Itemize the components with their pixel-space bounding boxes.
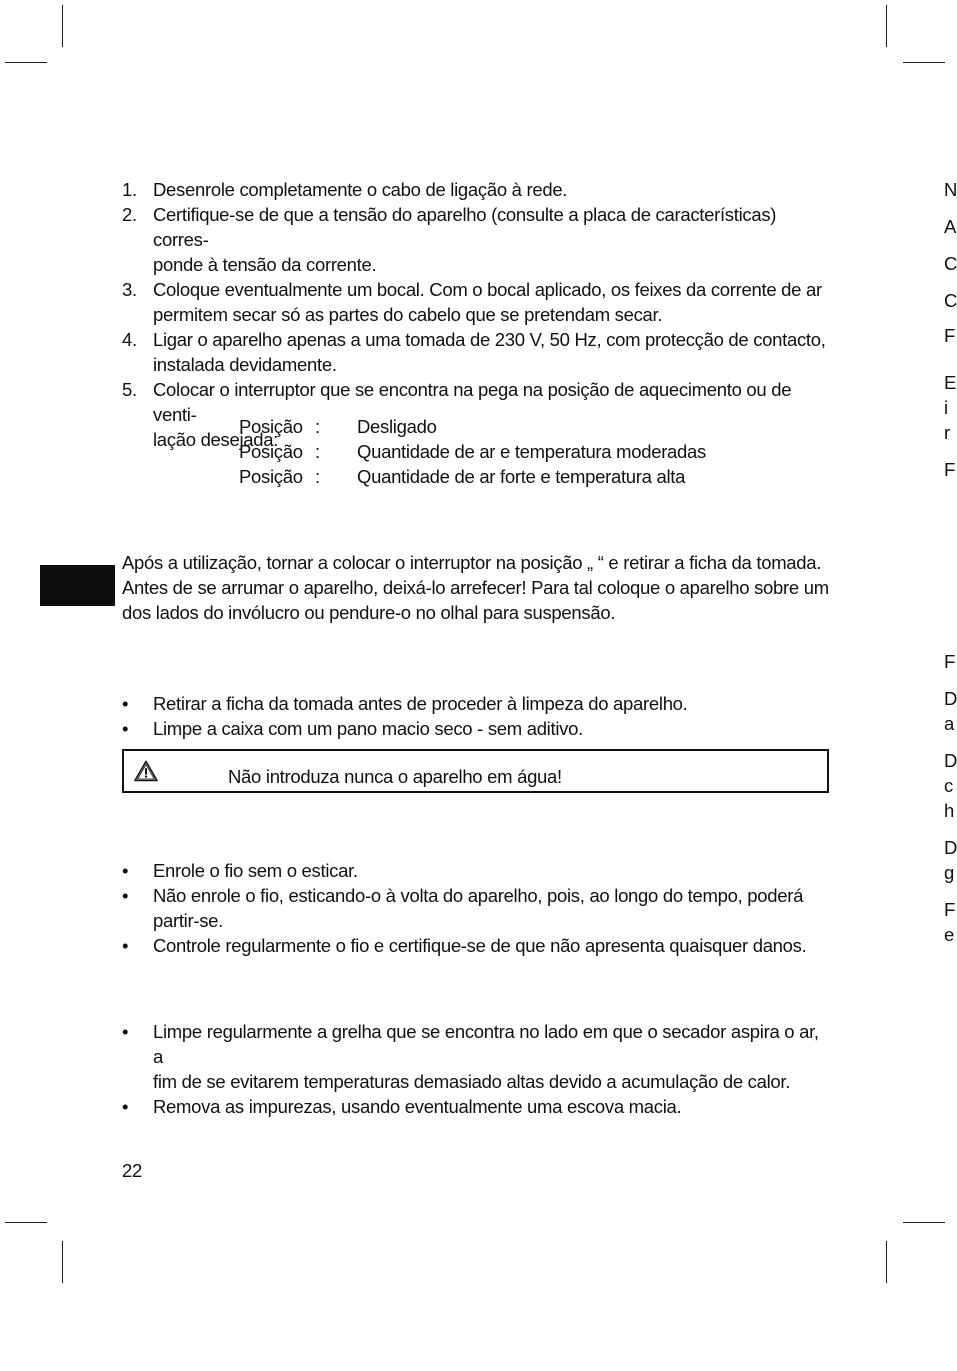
edge-letter: a <box>944 713 954 734</box>
edge-letter: r <box>944 422 950 443</box>
edge-letter: h <box>944 800 954 821</box>
edge-letter: C <box>944 253 957 274</box>
crop-mark-bottom-right-horizontal <box>903 1222 945 1223</box>
position-colon: : <box>315 441 320 462</box>
list-item-line: Limpe a caixa com um pano macio seco - sem aditivo. <box>153 718 583 739</box>
list-item-line: Limpe regularmente a grelha que se encontra no lado em que o secador aspira o ar, a <box>153 1021 819 1067</box>
step-text-line: Ligar o aparelho apenas a uma tomada de 230 V, 50 Hz, com protecção de contacto, <box>153 329 826 350</box>
warning-box <box>122 749 829 793</box>
edge-letter: i <box>944 397 948 418</box>
step-text-line: permitem secar só as partes do cabelo que se pretendam secar. <box>153 304 663 325</box>
step-text-line: Desenrole completamente o cabo de ligação à rede. <box>153 179 568 200</box>
step-text-line: Certifique-se de que a tensão do aparelho (consulte a placa de características) corres- <box>153 204 777 250</box>
cleaning-list <box>122 691 832 741</box>
step-number: 3. <box>122 279 137 300</box>
paragraph-line: dos lados do invólucro ou pendure-o no olhal para suspensão. <box>122 602 616 623</box>
edge-letter: D <box>944 837 957 858</box>
edge-letter: F <box>944 651 956 672</box>
position-label: Posição <box>239 441 303 462</box>
paragraph-line: Antes de se arrumar o aparelho, deixá-lo arrefecer! Para tal coloque o aparelho sobre um <box>122 577 829 598</box>
step-text-line: instalada devidamente. <box>153 354 337 375</box>
edge-letter: g <box>944 862 954 883</box>
warning-text: Não introduza nunca o aparelho em água! <box>228 766 562 787</box>
list-item-line: fim de se evitarem temperaturas demasiado altas devido a acumulação de calor. <box>153 1071 791 1092</box>
bullet: • <box>122 693 129 714</box>
step-item <box>122 327 832 377</box>
crop-mark-top-left-horizontal <box>5 62 47 63</box>
list-item-line: Enrole o fio sem o esticar. <box>153 860 358 881</box>
edge-letter: D <box>944 750 957 771</box>
list-item <box>122 1094 832 1119</box>
crop-mark-bottom-left-vertical <box>62 1241 63 1283</box>
step-number: 5. <box>122 379 137 400</box>
list-item <box>122 691 832 716</box>
edge-letter: c <box>944 775 953 796</box>
crop-mark-top-right-vertical <box>886 5 887 47</box>
warning-triangle-icon <box>134 760 158 782</box>
step-text-line: ponde à tensão da corrente. <box>153 254 377 275</box>
bullet: • <box>122 1021 129 1042</box>
list-item-line: Controle regularmente o fio e certifique-se de que não apresenta quaisquer danos. <box>153 935 807 956</box>
crop-mark-top-right-horizontal <box>903 62 945 63</box>
position-label: Posição <box>239 416 303 437</box>
step-number: 2. <box>122 204 137 225</box>
position-value: Desligado <box>357 416 437 437</box>
bullet: • <box>122 718 129 739</box>
position-value: Quantidade de ar e temperatura moderadas <box>357 441 706 462</box>
after-use-paragraph <box>122 550 832 625</box>
cable-care-list <box>122 858 832 958</box>
list-item <box>122 933 832 958</box>
bullet: • <box>122 1096 129 1117</box>
edge-letter: e <box>944 924 954 945</box>
step-item <box>122 202 832 277</box>
list-item-line: partir-se. <box>153 910 223 931</box>
step-text-line: Coloque eventualmente um bocal. Com o bocal aplicado, os feixes da corrente de ar <box>153 279 822 300</box>
list-item <box>122 716 832 741</box>
step-text-line: Colocar o interruptor que se encontra na pega na posição de aquecimento ou de venti- <box>153 379 792 425</box>
position-colon: : <box>315 416 320 437</box>
edge-letter: E <box>944 372 957 393</box>
position-colon: : <box>315 466 320 487</box>
crop-mark-bottom-left-horizontal <box>5 1222 47 1223</box>
list-item-line: Não enrole o fio, esticando-o à volta do aparelho, pois, ao longo do tempo, poderá <box>153 885 804 906</box>
list-item <box>122 1019 832 1094</box>
step-number: 4. <box>122 329 137 350</box>
step-item <box>122 177 832 202</box>
step-number: 1. <box>122 179 137 200</box>
page-number: 22 <box>122 1160 142 1181</box>
bullet: • <box>122 935 129 956</box>
setup-steps-list <box>122 177 832 452</box>
position-label: Posição <box>239 466 303 487</box>
language-side-tab <box>40 565 115 606</box>
edge-letter: N <box>944 179 957 200</box>
crop-mark-top-left-vertical <box>62 5 63 47</box>
grille-care-list <box>122 1019 832 1119</box>
list-item-line: Retirar a ficha da tomada antes de proceder à limpeza do aparelho. <box>153 693 688 714</box>
edge-letter: D <box>944 688 957 709</box>
step-item <box>122 277 832 327</box>
crop-mark-bottom-right-vertical <box>886 1241 887 1283</box>
edge-letter: A <box>944 216 957 237</box>
bullet: • <box>122 860 129 881</box>
step-text-line: lação desejada: <box>153 429 279 450</box>
edge-letter: F <box>944 899 956 920</box>
list-item <box>122 858 832 883</box>
list-item-line: Remova as impurezas, usando eventualmente uma escova macia. <box>153 1096 682 1117</box>
paragraph-line: Após a utilização, tornar a colocar o interruptor na posição „ “ e retirar a ficha da tomada. <box>122 552 822 573</box>
edge-letter: F <box>944 325 956 346</box>
edge-letter: C <box>944 290 957 311</box>
edge-letter: F <box>944 459 956 480</box>
list-item <box>122 883 832 933</box>
bullet: • <box>122 885 129 906</box>
next-page-edge <box>944 0 957 1371</box>
position-value: Quantidade de ar forte e temperatura alta <box>357 466 686 487</box>
